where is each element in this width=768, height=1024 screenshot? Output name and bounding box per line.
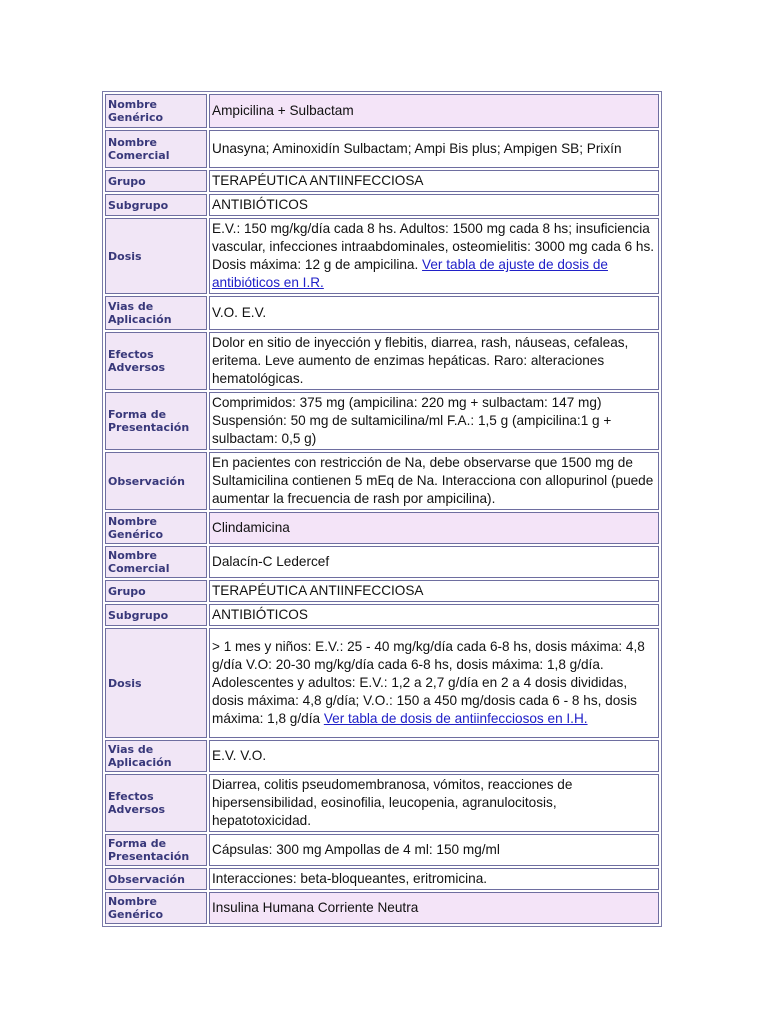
- table-row: [105, 512, 659, 544]
- row-label: Vias de Aplicación: [105, 296, 207, 330]
- dose-value: [209, 218, 659, 294]
- row-label: Grupo: [105, 170, 207, 192]
- dose-text: > 1 mes y niños: E.V.: 25 - 40 mg/kg/día cada 6-8 hs, dosis máxima: 4,8 g/día V.O: 20-30 mg/kg/día cada 6-8 hs, dosis máxima: 1,8 g/día. Adolescentes y adultos: E.V.: 1,2 a 2,7 g/día en 2 a 4 dosis divididas, dosis máxima: 4,8 g/día; V.O.: 150 a 450 mg/dosis cada 6 - 8 hs, dosis máxima: 1,8 g/día: [212, 639, 645, 726]
- drug-table: [102, 91, 662, 927]
- commercial-name-value: Dalacín-C Ledercef: [209, 546, 659, 578]
- row-label: Grupo: [105, 580, 207, 602]
- table-row: [105, 218, 659, 294]
- row-label: Subgrupo: [105, 194, 207, 216]
- row-label: Nombre Genérico: [105, 892, 207, 924]
- table-row: [105, 740, 659, 772]
- row-label: Observación: [105, 868, 207, 890]
- row-label: Observación: [105, 452, 207, 510]
- row-label: Dosis: [105, 218, 207, 294]
- table-row: [105, 392, 659, 450]
- row-label: Subgrupo: [105, 604, 207, 626]
- presentation-value: Comprimidos: 375 mg (ampicilina: 220 mg + sulbactam: 147 mg) Suspensión: 50 mg de sultamicilina/ml F.A.: 1,5 g (ampicilina:1 g + sulbactam: 0,5 g): [209, 392, 659, 450]
- row-label: Nombre Comercial: [105, 130, 207, 168]
- table-row: [105, 892, 659, 924]
- generic-name-value: Clindamicina: [209, 512, 659, 544]
- dose-table-link[interactable]: Ver tabla de dosis de antiinfecciosos en I.H.: [323, 711, 588, 726]
- table-row: [105, 580, 659, 602]
- route-value: V.O. E.V.: [209, 296, 659, 330]
- table-row: [105, 94, 659, 128]
- table-row: [105, 834, 659, 866]
- dose-text: E.V.: 150 mg/kg/día cada 8 hs. Adultos: 1500 mg cada 8 hs; insuficiencia vascular, infecciones intraabdominales, osteomielitis: 3000 mg cada 6 hs. Dosis máxima: 12 g de ampicilina.: [212, 221, 655, 272]
- observation-value: Interacciones: beta-bloqueantes, eritromicina.: [209, 868, 659, 890]
- subgroup-value: ANTIBIÓTICOS: [209, 604, 659, 626]
- group-value: TERAPÉUTICA ANTIINFECCIOSA: [209, 580, 659, 602]
- group-value: TERAPÉUTICA ANTIINFECCIOSA: [209, 170, 659, 192]
- table-row: [105, 868, 659, 890]
- generic-name-value: Insulina Humana Corriente Neutra: [209, 892, 659, 924]
- row-label: Forma de Presentación: [105, 834, 207, 866]
- subgroup-value: ANTIBIÓTICOS: [209, 194, 659, 216]
- observation-value: En pacientes con restricción de Na, debe observarse que 1500 mg de Sultamicilina contienen 5 mEq de Na. Interacciona con allopurinol (puede aumentar la frecuencia de rash por ampicilina).: [209, 452, 659, 510]
- adverse-effects-value: Diarrea, colitis pseudomembranosa, vómitos, reacciones de hipersensibilidad, eosinofilia, leucopenia, agranulocitosis, hepatotoxicidad.: [209, 774, 659, 832]
- adverse-effects-value: Dolor en sitio de inyección y flebitis, diarrea, rash, náuseas, cefaleas, eritema. Leve aumento de enzimas hepáticas. Raro: alteraciones hematológicas.: [209, 332, 659, 390]
- drug-table-container: [102, 91, 662, 927]
- dose-table-link[interactable]: Ver tabla de ajuste de dosis de antibióticos en I.R.: [212, 257, 608, 290]
- dose-value: [209, 628, 659, 738]
- table-row: [105, 130, 659, 168]
- row-label: Nombre Genérico: [105, 512, 207, 544]
- table-row: [105, 296, 659, 330]
- table-row: [105, 546, 659, 578]
- row-label: Efectos Adversos: [105, 774, 207, 832]
- table-row: [105, 170, 659, 192]
- table-row: [105, 774, 659, 832]
- table-row: [105, 452, 659, 510]
- row-label: Vias de Aplicación: [105, 740, 207, 772]
- row-label: Dosis: [105, 628, 207, 738]
- route-value: E.V. V.O.: [209, 740, 659, 772]
- table-row: [105, 332, 659, 390]
- row-label: Efectos Adversos: [105, 332, 207, 390]
- table-row: [105, 604, 659, 626]
- table-row: [105, 194, 659, 216]
- table-row: [105, 628, 659, 738]
- row-label: Forma de Presentación: [105, 392, 207, 450]
- commercial-name-value: Unasyna; Aminoxidín Sulbactam; Ampi Bis plus; Ampigen SB; Prixín: [209, 130, 659, 168]
- row-label: Nombre Genérico: [105, 94, 207, 128]
- presentation-value: Cápsulas: 300 mg Ampollas de 4 ml: 150 mg/ml: [209, 834, 659, 866]
- row-label: Nombre Comercial: [105, 546, 207, 578]
- generic-name-value: Ampicilina + Sulbactam: [209, 94, 659, 128]
